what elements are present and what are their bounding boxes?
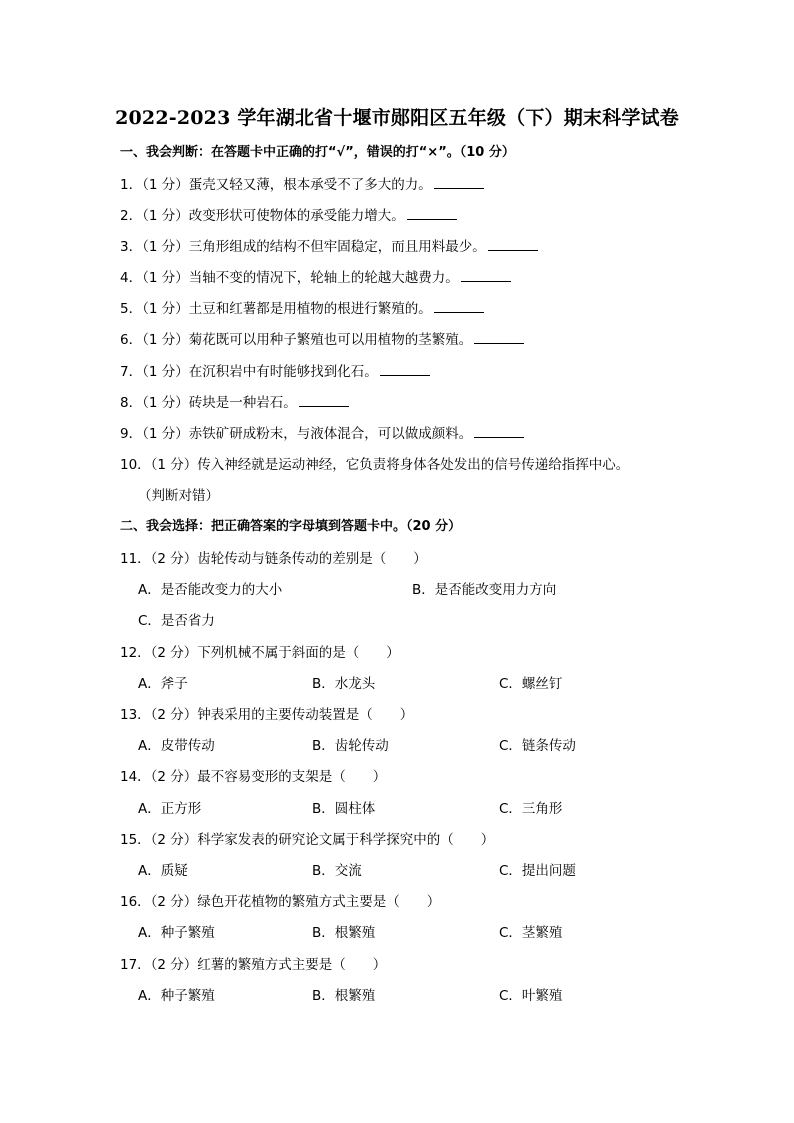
- judge-question-4: 4．（1 分）当轴不变的情况下，轮轴上的轮越大越费力。: [120, 268, 511, 288]
- option-a: A．皮带传动: [138, 738, 215, 754]
- judge-question-1: 1．（1 分）蛋壳又轻又薄，根本承受不了多大的力。: [120, 175, 484, 195]
- answer-blank: [474, 331, 524, 344]
- choice-question-16: 16．（2 分）绿色开花植物的繁殖方式主要是（ ）: [120, 894, 441, 910]
- answer-blank: [380, 363, 430, 376]
- choice-question-12: 12．（2 分）下列机械不属于斜面的是（ ）: [120, 645, 400, 661]
- choice-question-17: 17．（2 分）红薯的繁殖方式主要是（ ）: [120, 957, 387, 973]
- choice-question-11: 11．（2 分）齿轮传动与链条传动的差别是（ ）: [120, 551, 427, 567]
- judge-question-5: 5．（1 分）土豆和红薯都是用植物的根进行繁殖的。: [120, 299, 484, 319]
- answer-blank: [488, 238, 538, 251]
- option-a: A．是否能改变力的大小: [138, 582, 283, 598]
- answer-blank: [461, 269, 511, 282]
- option-b: B．水龙头: [312, 676, 376, 692]
- option-b: B．齿轮传动: [312, 738, 389, 754]
- exam-title: 2022-2023 学年湖北省十堰市郧阳区五年级（下）期末科学试卷: [115, 107, 679, 129]
- judge-question-3: 3．（1 分）三角形组成的结构不但牢固稳定，而且用料最少。: [120, 237, 538, 257]
- choice-question-14: 14．（2 分）最不容易变形的支架是（ ）: [120, 769, 387, 785]
- choice-question-15: 15．（2 分）科学家发表的研究论文属于科学探究中的（ ）: [120, 832, 495, 848]
- answer-blank: [474, 425, 524, 438]
- option-b: B．是否能改变用力方向: [412, 582, 557, 598]
- option-c: C．三角形: [499, 801, 563, 817]
- answer-blank: [434, 300, 484, 313]
- option-a: A．斧子: [138, 676, 188, 692]
- judge-question-10-tail: （判断对错）: [138, 488, 219, 504]
- answer-blank: [407, 207, 457, 220]
- judge-question-9: 9．（1 分）赤铁矿研成粉末，与液体混合，可以做成颜料。: [120, 424, 524, 444]
- option-c: C．提出问题: [499, 863, 576, 879]
- option-a: A．质疑: [138, 863, 188, 879]
- option-a: A．种子繁殖: [138, 925, 215, 941]
- section-2-heading: 二、我会选择：把正确答案的字母填到答题卡中。（20 分）: [120, 519, 462, 534]
- judge-question-6: 6．（1 分）菊花既可以用种子繁殖也可以用植物的茎繁殖。: [120, 330, 524, 350]
- choice-question-13: 13．（2 分）钟表采用的主要传动装置是（ ）: [120, 707, 414, 723]
- option-a: A．种子繁殖: [138, 988, 215, 1004]
- option-b: B．交流: [312, 863, 362, 879]
- judge-question-8: 8．（1 分）砖块是一种岩石。: [120, 393, 349, 413]
- option-a: A．正方形: [138, 801, 202, 817]
- judge-question-7: 7．（1 分）在沉积岩中有时能够找到化石。: [120, 362, 430, 382]
- section-1-heading: 一、我会判断：在答题卡中正确的打“√”，错误的打“×”。（10 分）: [120, 145, 515, 160]
- answer-blank: [299, 394, 349, 407]
- answer-blank: [434, 176, 484, 189]
- option-c: C．螺丝钉: [499, 676, 563, 692]
- option-b: B．圆柱体: [312, 801, 376, 817]
- judge-question-2: 2．（1 分）改变形状可使物体的承受能力增大。: [120, 206, 457, 226]
- option-c: C．链条传动: [499, 738, 576, 754]
- option-b: B．根繁殖: [312, 925, 376, 941]
- option-c: C．是否省力: [138, 613, 215, 629]
- option-c: C．叶繁殖: [499, 988, 563, 1004]
- option-b: B．根繁殖: [312, 988, 376, 1004]
- option-c: C．茎繁殖: [499, 925, 563, 941]
- judge-question-10: 10．（1 分）传入神经就是运动神经，它负责将身体各处发出的信号传递给指挥中心。: [120, 457, 630, 473]
